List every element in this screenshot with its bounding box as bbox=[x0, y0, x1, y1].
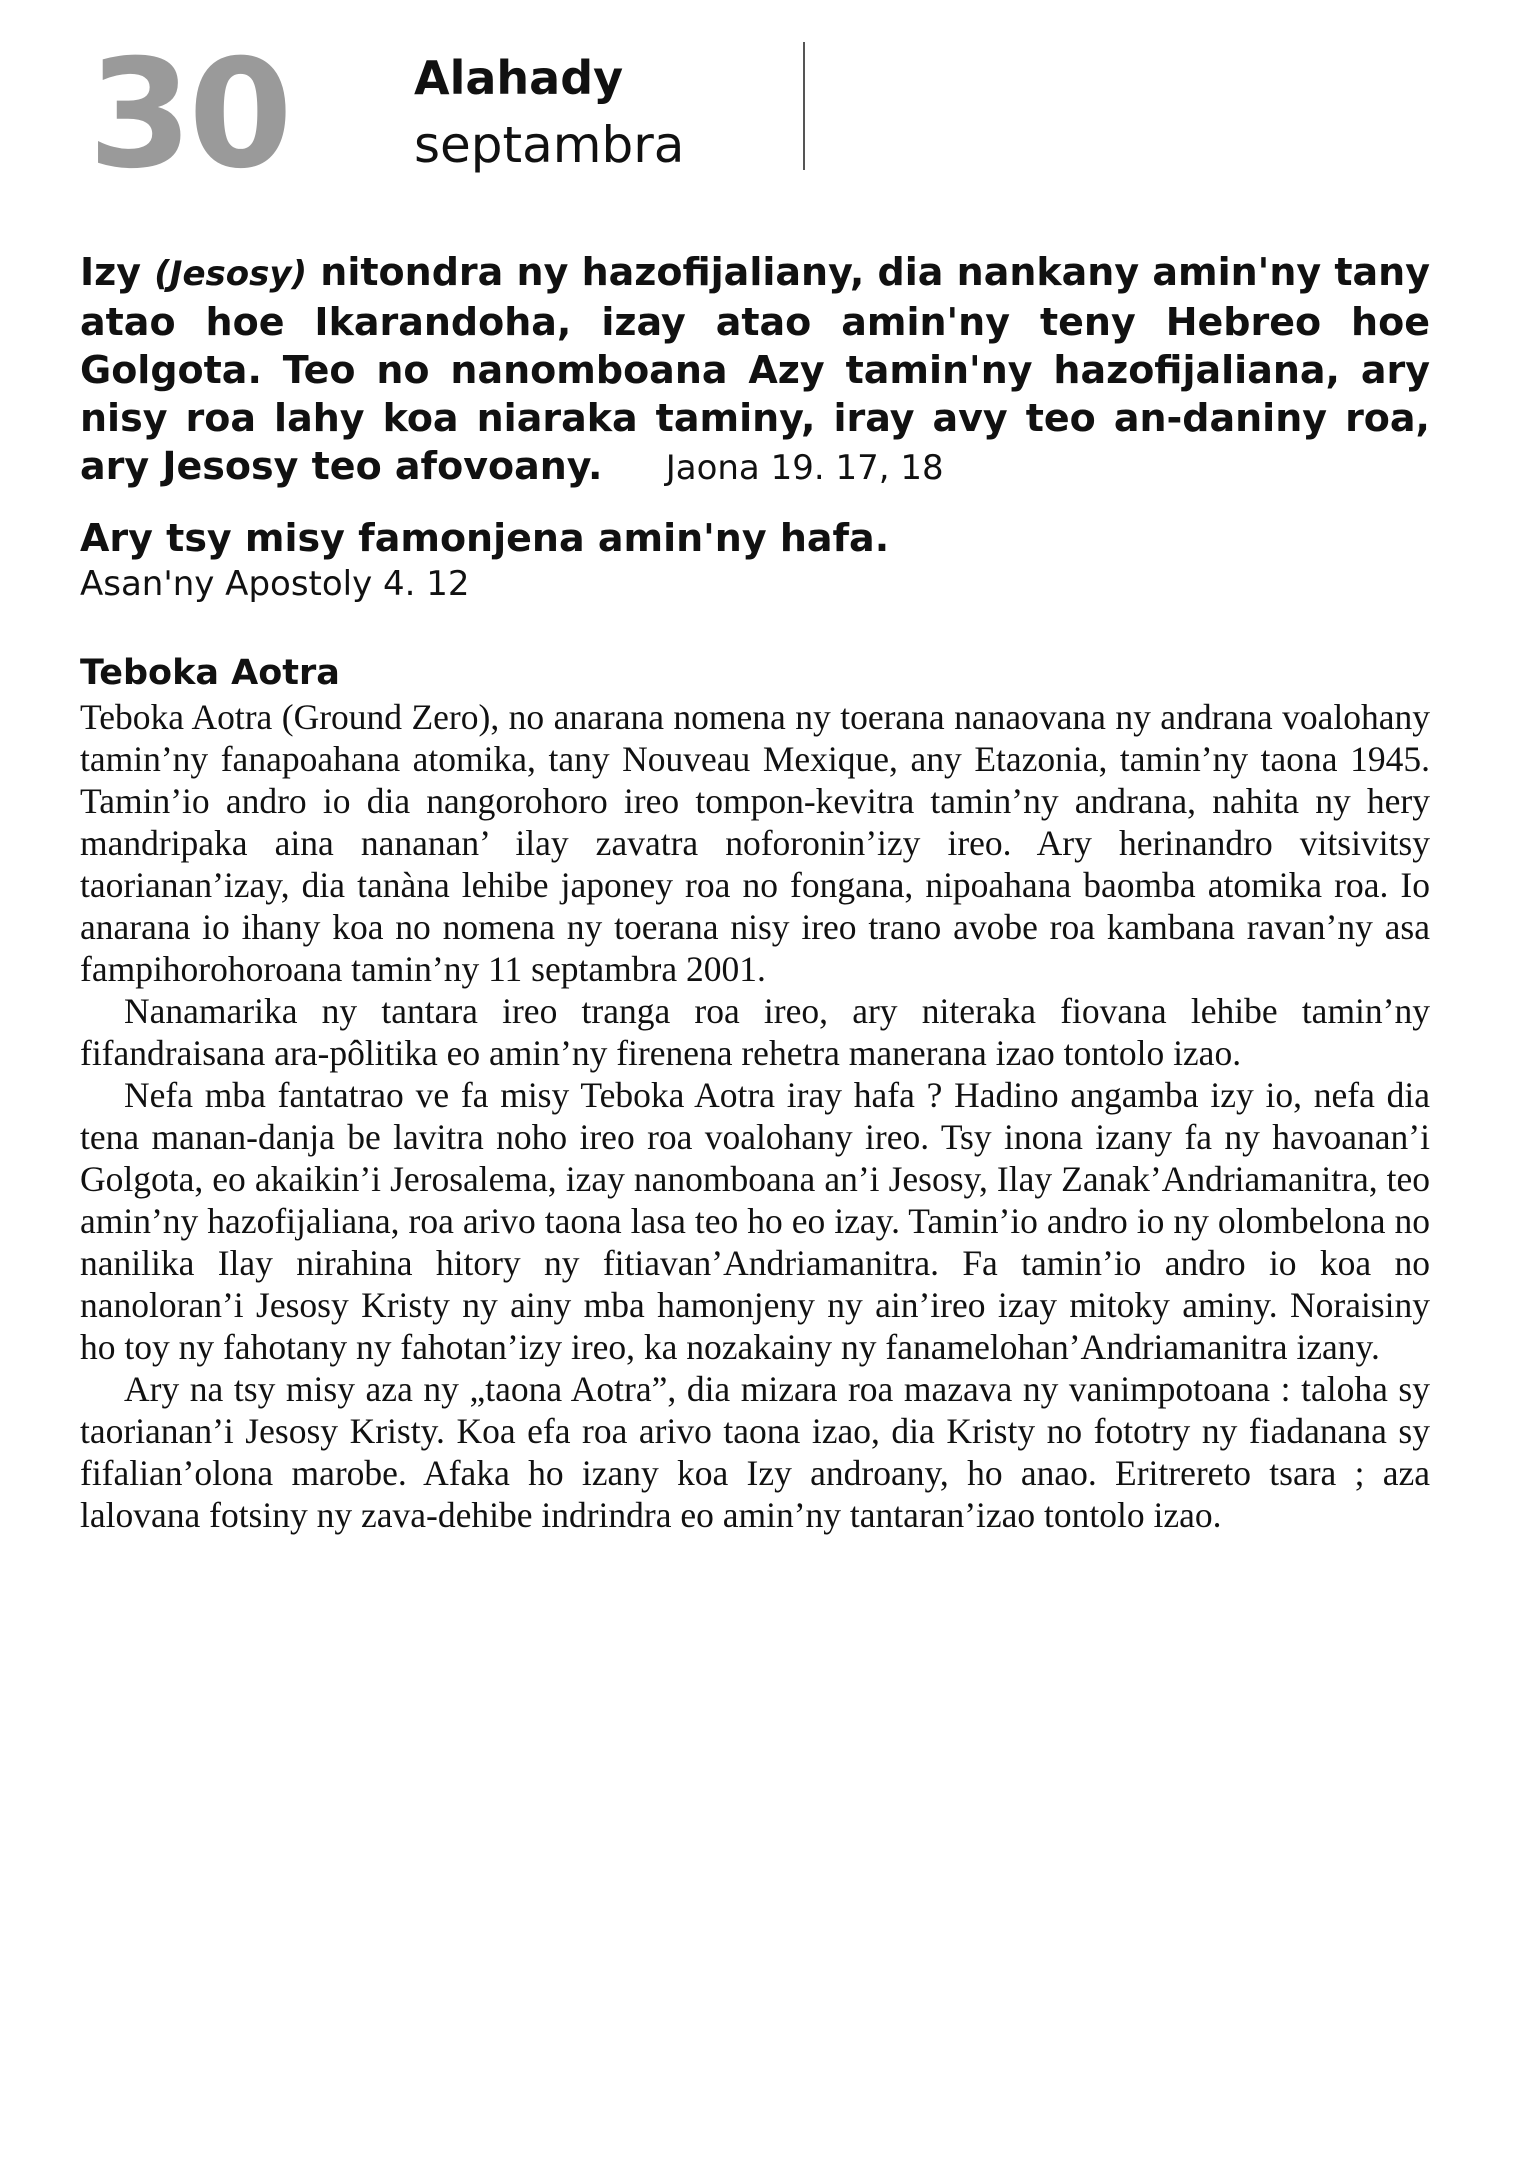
section-title: Teboka Aotra bbox=[80, 653, 340, 693]
verse-text-rest: nitondra ny hazofijaliany, dia nankany amin'ny tany atao hoe Ikarandoha, izay atao amin'ny teny Hebreo hoe Golgota. Teo no nanomboana Azy tamin'ny hazofijaliana, ary nisy roa lahy koa niaraka taminy, iray avy teo an-daniny roa, ary Jesosy teo afovoany. bbox=[80, 250, 1430, 488]
devotional-page bbox=[80, 30, 1430, 1536]
verse-inline-reference: (Jesosy) bbox=[154, 254, 308, 294]
paragraph: Nanamarika ny tantara ireo tranga roa ireo, ary niteraka fiovana lehibe tamin’ny fifandraisana ara-pôlitika eo amin’ny firenena rehetra manerana izao tontolo izao. bbox=[80, 991, 1430, 1073]
paragraph: Nefa mba fantatrao ve fa misy Teboka Aotra iray hafa ? Hadino angamba izy io, nefa dia tena manan-danja be lavitra noho ireo roa voalohany ireo. Tsy inona izany fa ny havoanan’i Golgota, eo akaikin’i Jerosalema, izay nanomboana an’i Jesosy, Ilay Zanak’Andriamanitra, teo amin’ny hazofijaliana, roa arivo taona lasa teo ho eo izay. Tamin’io andro io ny olombelona no nanilika Ilay nirahina hitory ny fitiavan’Andriamanitra. Fa tamin’io andro io koa no nanoloran’i Jesosy Kristy ny ainy mba hamonjeny ny ain’ireo izay mitoky aminy. Noraisiny ho toy ny fahotany ny fahotan’izy ireo, ka nozakainy ny fanamelohan’Andriamanitra izany. bbox=[80, 1075, 1430, 1367]
date-header bbox=[80, 30, 1430, 210]
second-verse-source: Asan'ny Apostoly 4. 12 bbox=[80, 564, 470, 604]
weekday: Alahady bbox=[414, 51, 624, 105]
scripture-verse bbox=[80, 248, 1430, 492]
article-body bbox=[80, 696, 1430, 1536]
verse-text-start: Izy bbox=[80, 250, 142, 294]
verse-source: Jaona 19. 17, 18 bbox=[665, 448, 944, 488]
paragraph: Teboka Aotra (Ground Zero), no anarana nomena ny toerana nanaovana ny andrana voalohany tamin’ny fanapoahana atomika, tany Nouveau Mexique, any Etazonia, tamin’ny taona 1945. Tamin’io andro io dia nangorohoro ireo tompon-kevitra tamin’ny andrana, nahita ny hery mandripaka aina nananan’ ilay zavatra noforonin’izy ireo. Ary herinandro vitsivitsy taorianan’izay, dia tanàna lehibe japoney roa no fongana, nipoahana baomba atomika roa. Io anarana io ihany koa no nomena ny toerana nisy ireo trano avobe roa kambana ravan’ny asa fampihorohoroana tamin’ny 11 septambra 2001. bbox=[80, 697, 1430, 989]
paragraph: Ary na tsy misy aza ny „taona Aotra”, dia mizara roa mazava ny vanimpotoana : taloha sy taorianan’i Jesosy Kristy. Koa efa roa arivo taona izao, dia Kristy no fototry ny fiadanana sy fifalian’olona marobe. Afaka ho izany koa Izy androany, ho anao. Eritrereto tsara ; aza lalovana fotsiny ny zava-dehibe indrindra eo amin’ny tantaran’izao tontolo izao. bbox=[80, 1369, 1430, 1535]
month: septambra bbox=[414, 116, 685, 174]
second-verse: Ary tsy misy famonjena amin'ny hafa. bbox=[80, 516, 890, 560]
header-divider bbox=[803, 42, 805, 170]
day-number: 30 bbox=[88, 28, 289, 202]
